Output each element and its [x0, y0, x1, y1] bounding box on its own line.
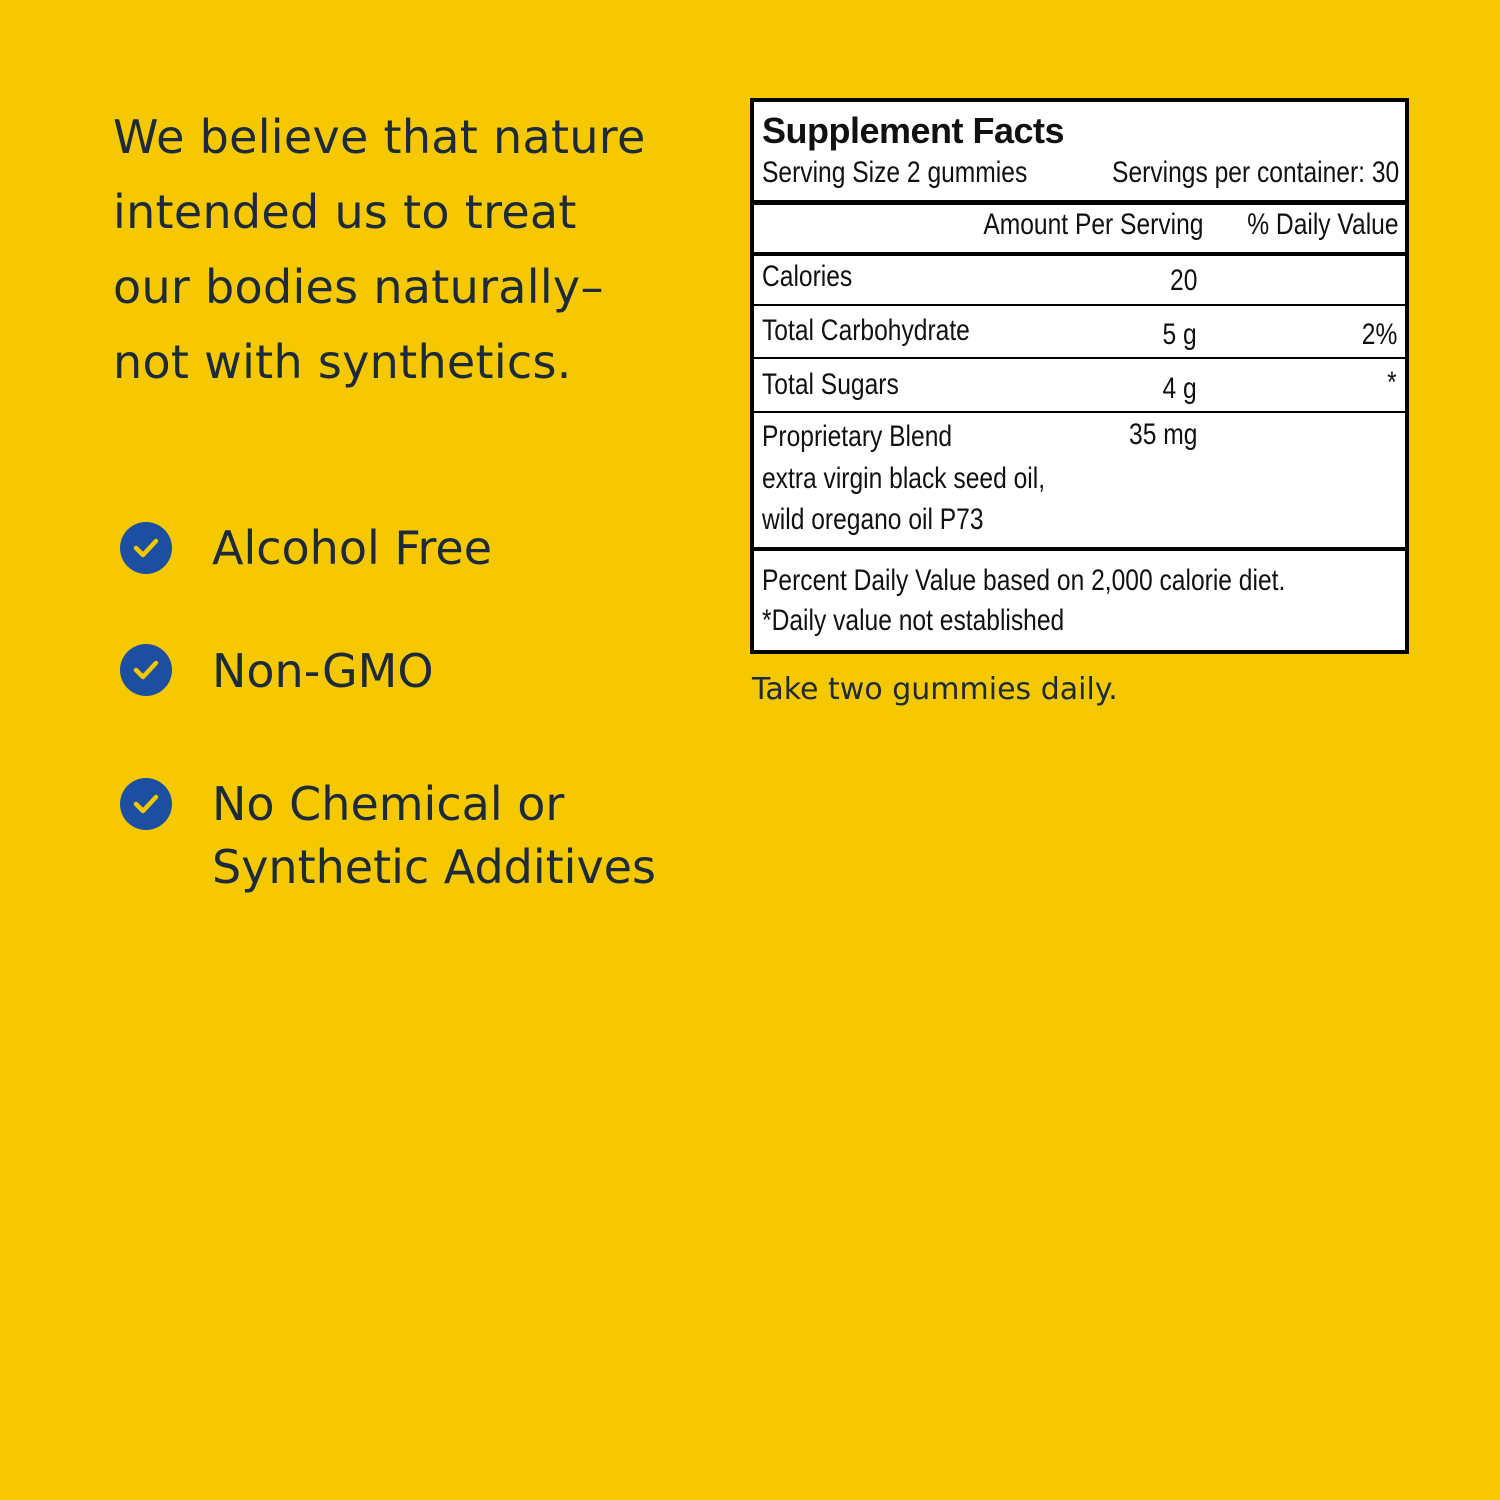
header-daily-value: % Daily Value: [1247, 208, 1399, 241]
headline-line: intended us to treat: [113, 185, 577, 239]
divider-thick: [754, 547, 1405, 551]
directions: Take two gummies daily.: [752, 672, 1118, 707]
footnote: *Daily value not established: [762, 604, 1065, 637]
headline-line: our bodies naturally–: [113, 260, 604, 314]
feature-label: Alcohol Free: [212, 521, 492, 575]
feature-label: Non-GMO: [212, 644, 434, 698]
row-amount: 4 g: [1162, 372, 1197, 405]
row-name: Calories: [762, 260, 853, 293]
divider-thick: [754, 252, 1405, 256]
divider-thin: [754, 357, 1405, 359]
divider-thin: [754, 304, 1405, 306]
row-sub-ingredient: extra virgin black seed oil,: [762, 462, 1046, 495]
footnote: Percent Daily Value based on 2,000 calorie diet.: [762, 564, 1286, 597]
row-amount: 35 mg: [1128, 418, 1197, 451]
row-daily-value: *: [1387, 366, 1397, 399]
row-amount: 5 g: [1162, 318, 1197, 351]
row-sub-ingredient: wild oregano oil P73: [762, 503, 984, 536]
feature-label: No Chemical or: [212, 777, 565, 831]
row-name: Total Sugars: [762, 368, 899, 401]
row-daily-value: 2%: [1361, 318, 1397, 351]
row-name: Proprietary Blend: [762, 420, 953, 453]
divider-thin: [754, 411, 1405, 413]
header-amount: Amount Per Serving: [982, 208, 1203, 241]
headline-line: We believe that nature: [113, 110, 646, 164]
check-circle-icon: [120, 522, 172, 574]
serving-size: Serving Size 2 gummies: [762, 156, 1028, 189]
divider-thick: [754, 200, 1405, 205]
supplement-facts-title: Supplement Facts: [762, 110, 1065, 151]
check-circle-icon: [120, 778, 172, 830]
row-name: Total Carbohydrate: [762, 314, 970, 347]
supplement-facts-panel: [750, 98, 1409, 654]
headline: [113, 100, 713, 400]
feature-label: Synthetic Additives: [212, 840, 656, 894]
servings-per-container: Servings per container: 30: [1111, 156, 1399, 189]
row-amount: 20: [1169, 264, 1197, 297]
headline-line: not with synthetics.: [113, 335, 572, 389]
check-circle-icon: [120, 644, 172, 696]
